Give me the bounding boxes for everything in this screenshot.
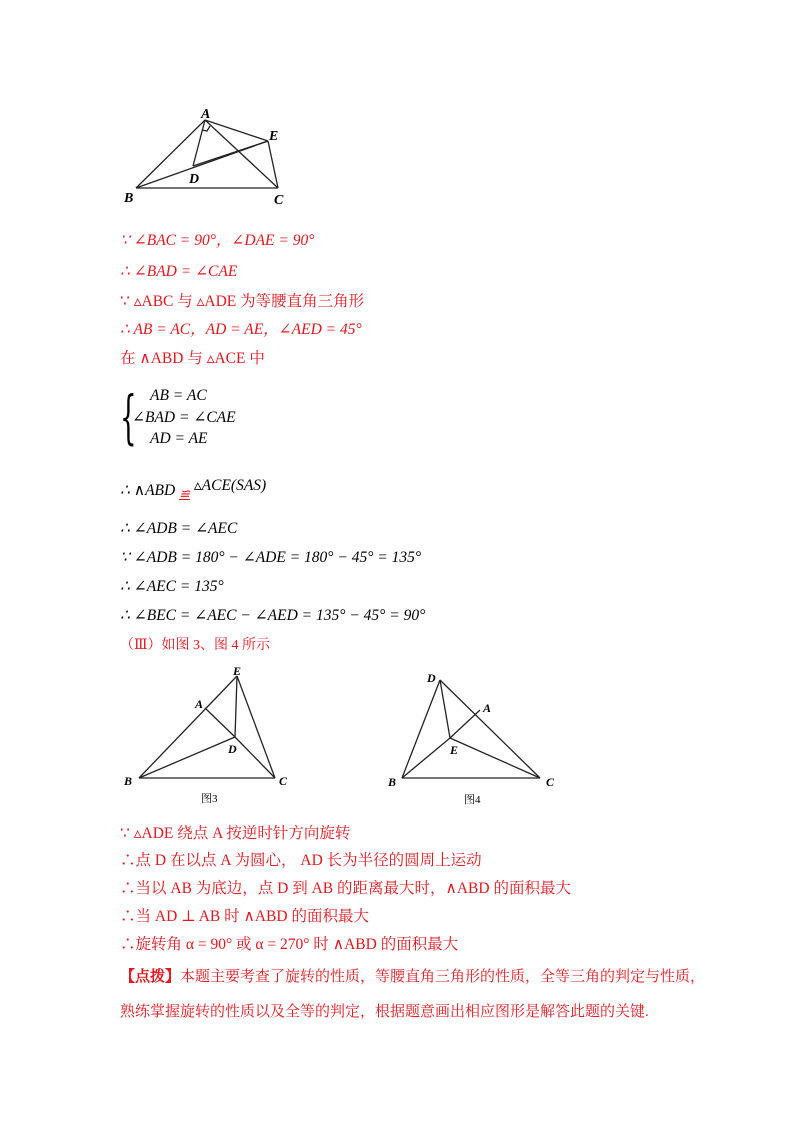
proof-line-7: ∴ ∠ADB = ∠AEC <box>120 520 238 537</box>
figure-1 <box>118 104 298 210</box>
fig3-label-c: C <box>279 774 288 788</box>
fig4-label-a: A <box>483 701 492 715</box>
proof-line-5: 在 ∧ABD 与 ▵ACE 中 <box>120 350 265 367</box>
tip-text-1: 本题主要考查了旋转的性质，等腰直角三角形的性质，全等三角的判定与性质， <box>180 969 706 985</box>
tip-paragraph-line-2: 熟练掌握旋转的性质以及全等的判定，根据题意画出相应图形是解答此题的关键. <box>120 1004 649 1020</box>
conclusion-left: ∴ ∧ABD <box>120 482 176 499</box>
fig1-label-d: D <box>189 172 200 187</box>
proof-line-15: ∴当 AD ⊥ AB 时 ∧ABD 的面积最大 <box>120 908 369 925</box>
system-row-1: AB = AC <box>150 387 207 404</box>
fig4-label-e: E <box>450 743 459 757</box>
congruent-symbol: ≌ <box>179 486 190 501</box>
proof-line-8: ∵ ∠ADB = 180° − ∠ADE = 180° − 45° = 135° <box>120 549 422 566</box>
proof-line-16: ∴旋转角 α = 90° 或 α = 270° 时 ∧ABD 的面积最大 <box>120 936 459 953</box>
proof-line-1: ∵ ∠BAC = 90°，∠DAE = 90° <box>120 232 315 249</box>
fig4-label-b: B <box>388 775 397 789</box>
proof-line-10: ∴ ∠BEC = ∠AEC − ∠AED = 135° − 45° = 90° <box>120 607 426 624</box>
proof-line-12: ∵ ▵ADE 绕点 A 按逆时针方向旋转 <box>120 825 351 842</box>
proof-line-9: ∴ ∠AEC = 135° <box>120 578 224 595</box>
conclusion-right: ▵ACE(SAS) <box>193 477 267 494</box>
proof-line-2: ∴ ∠BAD = ∠CAE <box>120 263 238 280</box>
figure-4 <box>380 668 570 808</box>
fig3-label-e: E <box>233 664 242 678</box>
fig1-label-b: B <box>124 191 134 206</box>
fig1-label-a: A <box>201 107 211 122</box>
fig3-label-b: B <box>124 774 133 788</box>
congruence-system: { AB = AC ∠BAD = ∠CAE AD = AE <box>120 383 236 451</box>
fig3-label-d: D <box>228 742 237 756</box>
fig3-label-a: A <box>195 697 204 711</box>
tip-paragraph-line-1 <box>120 967 705 987</box>
proof-line-14: ∴当以 AB 为底边，点 D 到 AB 的距离最大时，∧ABD 的面积最大 <box>120 880 571 897</box>
fig4-label-c: C <box>546 775 555 789</box>
figure-4-caption: 图4 <box>464 794 481 806</box>
part-three-heading: （Ⅲ）如图 3、图 4 所示 <box>120 638 271 653</box>
figure-3 <box>115 660 305 805</box>
proof-line-6 <box>120 476 266 504</box>
fig1-label-c: C <box>274 193 284 208</box>
proof-line-13: ∴点 D 在以点 A 为圆心， AD 长为半径的圆周上运动 <box>120 852 482 869</box>
tip-tag: 【点拨】 <box>120 969 181 985</box>
proof-line-4: ∴ AB = AC，AD = AE，∠AED = 45° <box>120 321 362 338</box>
fig4-label-d: D <box>427 671 436 685</box>
system-row-2: ∠BAD = ∠CAE <box>132 409 236 426</box>
fig1-label-e: E <box>269 129 279 144</box>
figure-3-caption: 图3 <box>201 793 218 805</box>
proof-line-3: ∵ ▵ABC 与 ▵ADE 为等腰直角三角形 <box>120 293 365 310</box>
system-row-3: AD = AE <box>150 430 208 447</box>
